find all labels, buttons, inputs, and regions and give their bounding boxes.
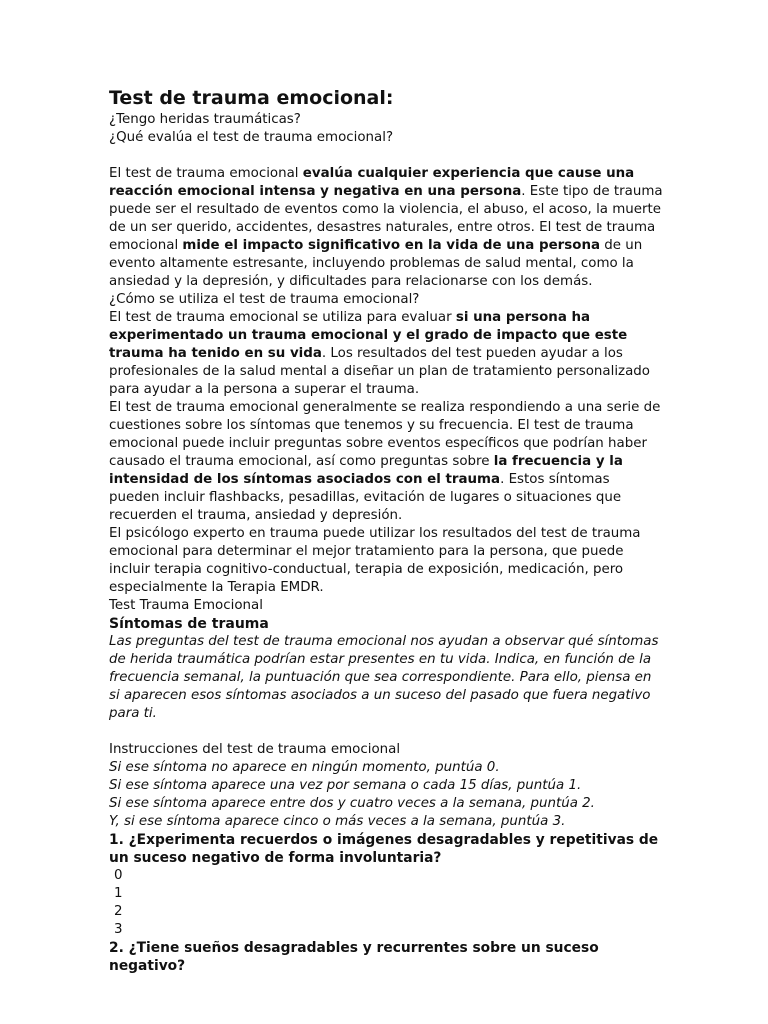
- text-run: . Estos síntomas pueden incluir flashbacks, pesadillas, evitación de lugares o situaciones que recuerden el trauma, ansiedad y depresión.: [109, 472, 622, 523]
- subtitle-question-1: ¿Tengo heridas traumáticas?: [109, 112, 301, 127]
- question-2: 2. ¿Tiene sueños desagradables y recurrentes sobre un suceso negativo?: [109, 940, 599, 974]
- blank-line: [109, 723, 663, 741]
- usage-paragraph: [109, 309, 663, 399]
- intro-paragraph: [109, 165, 663, 291]
- text-run: de un evento altamente estresante, incluyendo problemas de salud mental, como la ansiedad y la depresión, y dificultades para relacionarse con los demás.: [109, 238, 643, 289]
- answer-option[interactable]: 2: [114, 904, 123, 919]
- instruction-line: Si ese síntoma aparece entre dos y cuatro veces a la semana, puntúa 2.: [109, 796, 595, 811]
- symptoms-heading: Síntomas de trauma: [109, 616, 269, 632]
- text-run: . Este tipo de trauma puede ser el resultado de eventos como la violencia, el abuso, el acoso, la muerte de un ser querido, accidentes, desastres naturales, entre otros. El test de trauma emocional: [109, 184, 663, 253]
- answer-option[interactable]: 3: [114, 922, 123, 937]
- instruction-line: Y, si ese síntoma aparece cinco o más veces a la semana, puntúa 3.: [109, 814, 566, 829]
- subtitle-question-2: ¿Qué evalúa el test de trauma emocional?: [109, 130, 394, 145]
- test-label: Test Trauma Emocional: [109, 598, 263, 613]
- blank-line: [109, 147, 663, 165]
- treatment-paragraph: El psicólogo experto en trauma puede utilizar los resultados del test de trauma emocional para determinar el mejor tratamiento para la persona, que puede incluir terapia cognitivo-conductual, terapia de exposición, medicación, pero especialmente la Terapia EMDR.: [109, 526, 641, 595]
- bold-run: evalúa cualquier experiencia que cause una reacción emocional intensa y negativa en una persona: [109, 166, 635, 199]
- answer-option[interactable]: 0: [114, 868, 123, 883]
- question-1: 1. ¿Experimenta recuerdos o imágenes desagradables y repetitivas de un suceso negativo de forma involuntaria?: [109, 832, 659, 866]
- text-run: El test de trauma emocional generalmente se realiza respondiendo a una serie de cuestiones sobre los síntomas que tenemos y su frecuencia. El test de trauma emocional puede incluir preguntas sobre eventos específicos que podrían haber causado el trauma emocional, así como preguntas sobre: [109, 400, 661, 469]
- instruction-line: Si ese síntoma no aparece en ningún momento, puntúa 0.: [109, 760, 500, 775]
- answer-option[interactable]: 1: [114, 886, 123, 901]
- how-used-question: ¿Cómo se utiliza el test de trauma emocional?: [109, 292, 420, 307]
- instruction-line: Si ese síntoma aparece una vez por semana o cada 15 días, puntúa 1.: [109, 778, 582, 793]
- symptoms-intro: Las preguntas del test de trauma emocional nos ayudan a observar qué síntomas de herida traumática podrían estar presentes en tu vida. Indica, en función de la frecuencia semanal, la puntuación que sea correspondiente. Para ello, piensa en si aparecen esos síntomas asociados a un suceso del pasado que fuera negativo para ti.: [109, 634, 659, 721]
- bold-run: si una persona ha experimentado un trauma emocional y el grado de impacto que este trauma ha tenido en su vida: [109, 310, 628, 361]
- text-run: El test de trauma emocional se utiliza para evaluar: [109, 310, 456, 325]
- text-run: El test de trauma emocional: [109, 166, 303, 181]
- instructions-title: Instrucciones del test de trauma emocional: [109, 742, 401, 757]
- question-1-options: [109, 867, 663, 939]
- page-title: Test de trauma emocional:: [109, 87, 394, 109]
- bold-run: mide el impacto significativo en la vida de una persona: [182, 238, 601, 253]
- bold-run: la frecuencia y la intensidad de los síntomas asociados con el trauma: [109, 454, 623, 487]
- procedure-paragraph: [109, 399, 663, 525]
- text-run: . Los resultados del test pueden ayudar a los profesionales de la salud mental a diseñar un plan de tratamiento personalizado para ayudar a la persona a superar el trauma.: [109, 346, 650, 397]
